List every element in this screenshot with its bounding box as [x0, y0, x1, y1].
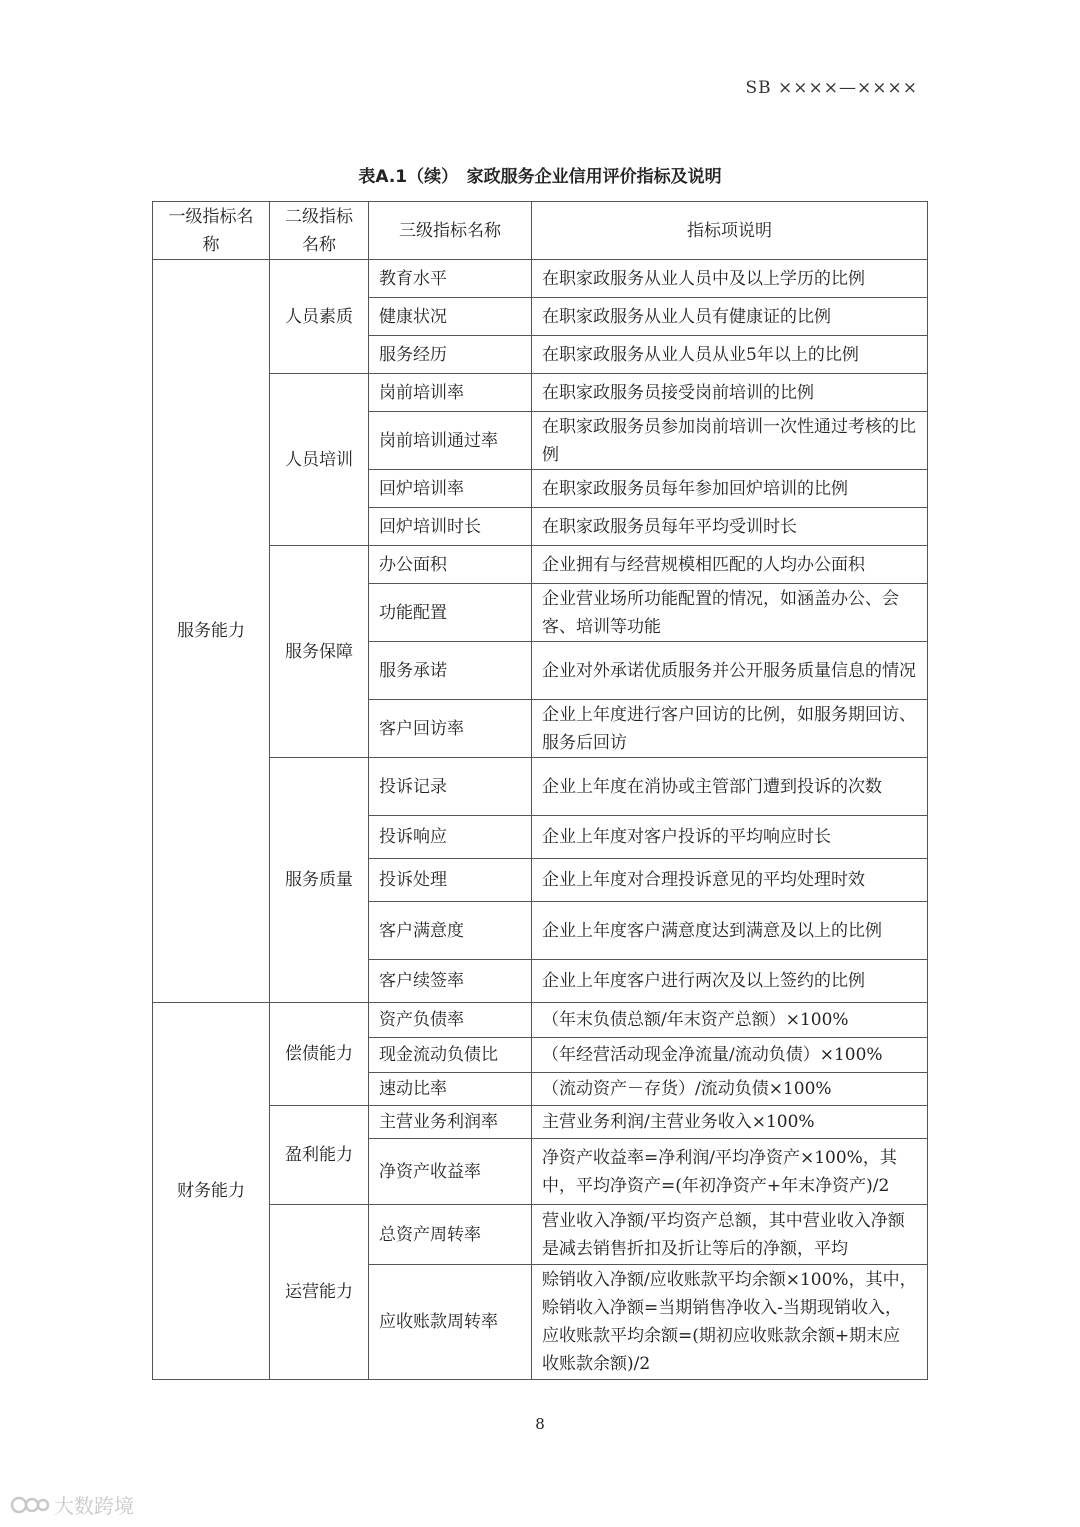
description-cell: 企业上年度在消协或主管部门遭到投诉的次数	[532, 758, 928, 816]
description-cell: 在职家政服务员接受岗前培训的比例	[532, 374, 928, 412]
description-cell: 企业上年度客户进行两次及以上签约的比例	[532, 960, 928, 1003]
level3-cell: 回炉培训率	[369, 470, 532, 508]
level3-cell: 投诉响应	[369, 816, 532, 859]
description-cell: 在职家政服务员参加岗前培训一次性通过考核的比例	[532, 412, 928, 470]
description-cell: 在职家政服务员每年平均受训时长	[532, 508, 928, 546]
description-cell: 企业对外承诺优质服务并公开服务质量信息的情况	[532, 642, 928, 700]
description-cell: 企业营业场所功能配置的情况，如涵盖办公、会客、培训等功能	[532, 584, 928, 642]
column-header-level2: 二级指标名称	[270, 202, 369, 260]
table-row	[153, 260, 928, 298]
table-row	[153, 546, 928, 584]
table-row	[153, 758, 928, 816]
description-cell: 主营业务利润/主营业务收入×100%	[532, 1106, 928, 1139]
description-cell: 企业拥有与经营规模相匹配的人均办公面积	[532, 546, 928, 584]
level2-cell: 人员素质	[270, 260, 369, 374]
level2-cell: 服务质量	[270, 758, 369, 1003]
level3-cell: 投诉处理	[369, 859, 532, 902]
level3-cell: 资产负债率	[369, 1003, 532, 1038]
level2-cell: 运营能力	[270, 1205, 369, 1380]
description-cell: 赊销收入净额/应收账款平均余额×100%，其中，赊销收入净额=当期销售净收入-当期现销收入，应收账款平均余额=(期初应收账款余额+期末应收账款余额)/2	[532, 1265, 928, 1380]
column-header-level1: 一级指标名称	[153, 202, 270, 260]
page-number: 8	[535, 1415, 545, 1433]
level1-cell: 财务能力	[153, 1003, 270, 1380]
level3-cell: 应收账款周转率	[369, 1265, 532, 1380]
level3-cell: 功能配置	[369, 584, 532, 642]
table-header-row	[153, 202, 928, 260]
level3-cell: 服务承诺	[369, 642, 532, 700]
level3-cell: 岗前培训通过率	[369, 412, 532, 470]
column-header-description: 指标项说明	[532, 202, 928, 260]
table-title: 表A.1（续） 家政服务企业信用评价指标及说明	[358, 167, 722, 187]
description-cell: 企业上年度对合理投诉意见的平均处理时效	[532, 859, 928, 902]
description-cell: 在职家政服务从业人员有健康证的比例	[532, 298, 928, 336]
level3-cell: 总资产周转率	[369, 1205, 532, 1265]
level3-cell: 回炉培训时长	[369, 508, 532, 546]
table-row	[153, 1106, 928, 1139]
level3-cell: 主营业务利润率	[369, 1106, 532, 1139]
description-cell: 在职家政服务从业人员从业5年以上的比例	[532, 336, 928, 374]
level2-cell: 偿债能力	[270, 1003, 369, 1106]
description-cell: 在职家政服务员每年参加回炉培训的比例	[532, 470, 928, 508]
description-cell: 企业上年度进行客户回访的比例，如服务期回访、服务后回访	[532, 700, 928, 758]
level3-cell: 客户满意度	[369, 902, 532, 960]
watermark-text: 大数跨境	[54, 1494, 134, 1518]
description-cell: （流动资产－存货）/流动负债×100%	[532, 1073, 928, 1106]
description-cell: 企业上年度客户满意度达到满意及以上的比例	[532, 902, 928, 960]
description-cell: （年末负债总额/年末资产总额）×100%	[532, 1003, 928, 1038]
level3-cell: 客户回访率	[369, 700, 532, 758]
watermark	[10, 1490, 134, 1519]
level3-cell: 速动比率	[369, 1073, 532, 1106]
description-cell: 营业收入净额/平均资产总额，其中营业收入净额是减去销售折扣及折让等后的净额，平均	[532, 1205, 928, 1265]
column-header-level3: 三级指标名称	[369, 202, 532, 260]
watermark-logo-icon	[10, 1493, 50, 1517]
level3-cell: 净资产收益率	[369, 1139, 532, 1205]
level1-cell: 服务能力	[153, 260, 270, 1003]
level3-cell: 岗前培训率	[369, 374, 532, 412]
level3-cell: 客户续签率	[369, 960, 532, 1003]
level3-cell: 办公面积	[369, 546, 532, 584]
description-cell: （年经营活动现金净流量/流动负债）×100%	[532, 1038, 928, 1073]
indicator-table	[152, 201, 928, 1380]
level3-cell: 投诉记录	[369, 758, 532, 816]
description-cell: 净资产收益率=净利润/平均净资产×100%，其中，平均净资产=(年初净资产+年末净资产)/2	[532, 1139, 928, 1205]
level2-cell: 服务保障	[270, 546, 369, 758]
table-row	[153, 1003, 928, 1038]
table-row	[153, 374, 928, 412]
level2-cell: 人员培训	[270, 374, 369, 546]
table-row	[153, 1205, 928, 1265]
level2-cell: 盈利能力	[270, 1106, 369, 1205]
document-code: SB ××××—××××	[745, 78, 918, 98]
level3-cell: 现金流动负债比	[369, 1038, 532, 1073]
level3-cell: 健康状况	[369, 298, 532, 336]
description-cell: 企业上年度对客户投诉的平均响应时长	[532, 816, 928, 859]
level3-cell: 教育水平	[369, 260, 532, 298]
description-cell: 在职家政服务从业人员中及以上学历的比例	[532, 260, 928, 298]
level3-cell: 服务经历	[369, 336, 532, 374]
